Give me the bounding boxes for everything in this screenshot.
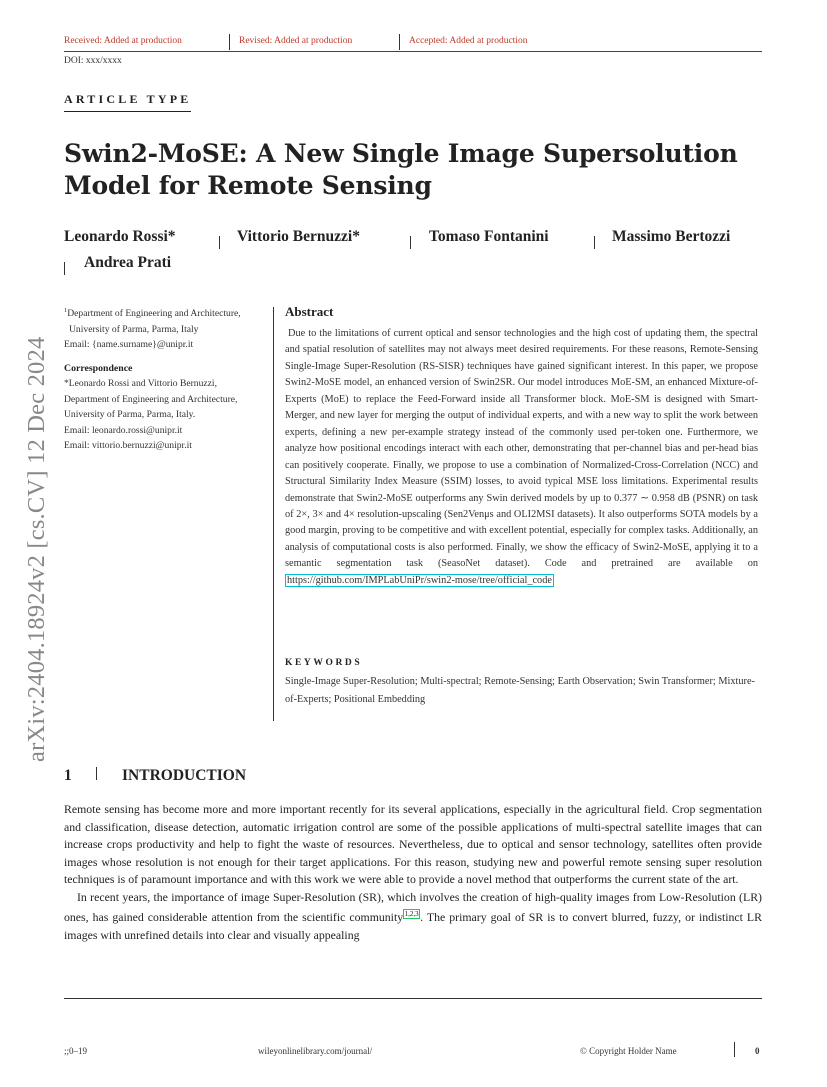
author-divider — [219, 236, 220, 249]
footer-url: wileyonlinelibrary.com/journal/ — [258, 1046, 373, 1056]
paragraph: Remote sensing has become more and more important recently for its several applications, especially in the agricultural field. Crop segmentation and classification, disease detection, automatic irrigation control are some of the possible applications of multi-spectral satellite images that can increase crops productivity and help to fight the waste of resources. Nevertheless, due to optical and sensor technology, satellites often provide images whose resolution is not enough for their target applications. For this reason, studying new and powerful remote sensing super resolution techniques is of paramount importance and with this work we were able to provide a novel method that outperforms the current state of the art. — [64, 802, 762, 886]
affiliation-text: Department of Engineering and Architecture, University of Parma, Parma, Italy — [67, 308, 241, 335]
author-list-continued — [64, 254, 364, 276]
paragraph-text: In recent years, the importance of image Super-Resolution (SR), which involves the creation of high-quality images from Low-Resolution (LR) ones, has gained considerable attention from the scientific community — [64, 889, 762, 924]
keywords-text: Single-Image Super-Resolution; Multi-spectral; Remote-Sensing; Earth Observation; Swin Transformer; Mixture-of-Experts; Positional Embedding — [285, 676, 755, 705]
received-date: Received: Added at production — [64, 36, 182, 46]
affiliation-column — [64, 303, 264, 454]
arxiv-stamp-text: arXiv:2404.18924v2 [cs.CV] 12 Dec 2024 — [23, 336, 50, 762]
article-header — [64, 34, 762, 52]
correspondence-heading: Correspondence — [64, 362, 133, 374]
paper-title: Swin2-MoSE: A New Single Image Supersolution Model for Remote Sensing — [64, 139, 738, 200]
correspondence-email: Email: vittorio.bernuzzi@unipr.it — [64, 440, 192, 452]
body-text — [64, 801, 762, 944]
correspondence-email: Email: leonardo.rossi@unipr.it — [64, 424, 183, 436]
doi: DOI: xxx/xxxx — [64, 56, 122, 66]
keywords-heading: KEYWORDS — [285, 658, 363, 668]
code-link[interactable]: https://github.com/IMPLabUniPr/swin2-mose/tree/official_code — [287, 574, 552, 586]
author-divider — [410, 236, 411, 249]
author-name: Andrea Prati — [84, 254, 172, 271]
author-list — [64, 228, 764, 250]
affiliation-email: Email: {name.surname}@unipr.it — [64, 339, 194, 351]
abstract-text: Due to the limitations of current optical and sensor technologies and the high cost of updating them, the spectral and spatial resolution of satellites may not always meet desired requirements. For these reasons, Remote-Sensing Single-Image Super-Resolution (RS-SISR) techniques have gained significant interest. In this paper, we propose Swin2-MoSE model, an enhanced version of Swin2SR. Our model introduces MoE-SM, an enhanced Mixture-of-Experts (MoE) to replace the Feed-Forward inside all Transformer block. MoE-SM is designed with Smart-Merger, and new layer for merging the output of individual experts, and with a new way to split the work between experts, defining a new per-example strategy instead of the commonly used per-token one. Furthermore, we analyze how positional encodings interact with each other, demonstrating that per-channel bias and per-head bias can positively cooperate. Finally, we propose to use a combination of Normalized-Cross-Correlation (NCC) and Structural Similarity Index Measure (SSIM) losses, to avoid typical MSE loss limitations. Experimental results demonstrate that Swin2-MoSE outperforms any Swin derived models by up to 0.377 ∼ 0.958 dB (PSNR) on task of 2×, 3× and 4× resolution-upscaling (Sen2Venμs and OLI2MSI datasets). It also outperforms SOTA models by a good margin, proving to be competitive and with excellent potential, especially for complex tasks. Additionally, an analysis of computational costs is also performed. Finally, we show the efficacy of Swin2-MoSE, applying it to a semantic segmentation task (SeasoNet dataset). Code and pretrained are available on — [285, 328, 758, 570]
arxiv-stamp — [22, 272, 52, 762]
author-name: Leonardo Rossi* — [64, 228, 176, 245]
author-name: Tomaso Fontanini — [429, 228, 549, 245]
paragraph-text: . The primary goal of SR is to convert blurred, fuzzy, or indistinct LR images with unrefined details into clear and visually appealing — [64, 910, 763, 942]
section-number: 1 — [64, 767, 72, 784]
footer-copyright: © Copyright Holder Name — [580, 1046, 677, 1056]
accepted-date: Accepted: Added at production — [409, 36, 528, 46]
revised-date: Revised: Added at production — [239, 36, 353, 46]
author-name: Massimo Bertozzi — [612, 228, 731, 245]
abstract-heading: Abstract — [285, 304, 334, 319]
article-type: ARTICLE TYPE — [64, 92, 191, 112]
citation-link[interactable]: 1,2,3 — [404, 910, 419, 918]
affiliation — [64, 303, 264, 337]
footer-pages: ;;0–19 — [64, 1046, 88, 1056]
author-divider — [64, 262, 65, 275]
paragraph — [64, 889, 762, 945]
footer-divider — [734, 1042, 735, 1057]
page-footer — [64, 1046, 762, 1060]
column-divider — [273, 307, 274, 721]
author-name: Vittorio Bernuzzi* — [237, 228, 360, 245]
footer-rule — [64, 998, 762, 999]
affiliation-marker: 1 — [64, 307, 68, 314]
page-number: 0 — [755, 1046, 760, 1056]
abstract-body — [285, 326, 758, 589]
header-divider — [399, 34, 400, 50]
section-divider — [96, 767, 97, 780]
correspondence-names: *Leonardo Rossi and Vittorio Bernuzzi, Department of Engineering and Architecture, University of Parma, Parma, Italy. — [64, 378, 238, 421]
section-title: INTRODUCTION — [122, 767, 247, 784]
author-divider — [594, 236, 595, 249]
header-divider — [229, 34, 230, 50]
